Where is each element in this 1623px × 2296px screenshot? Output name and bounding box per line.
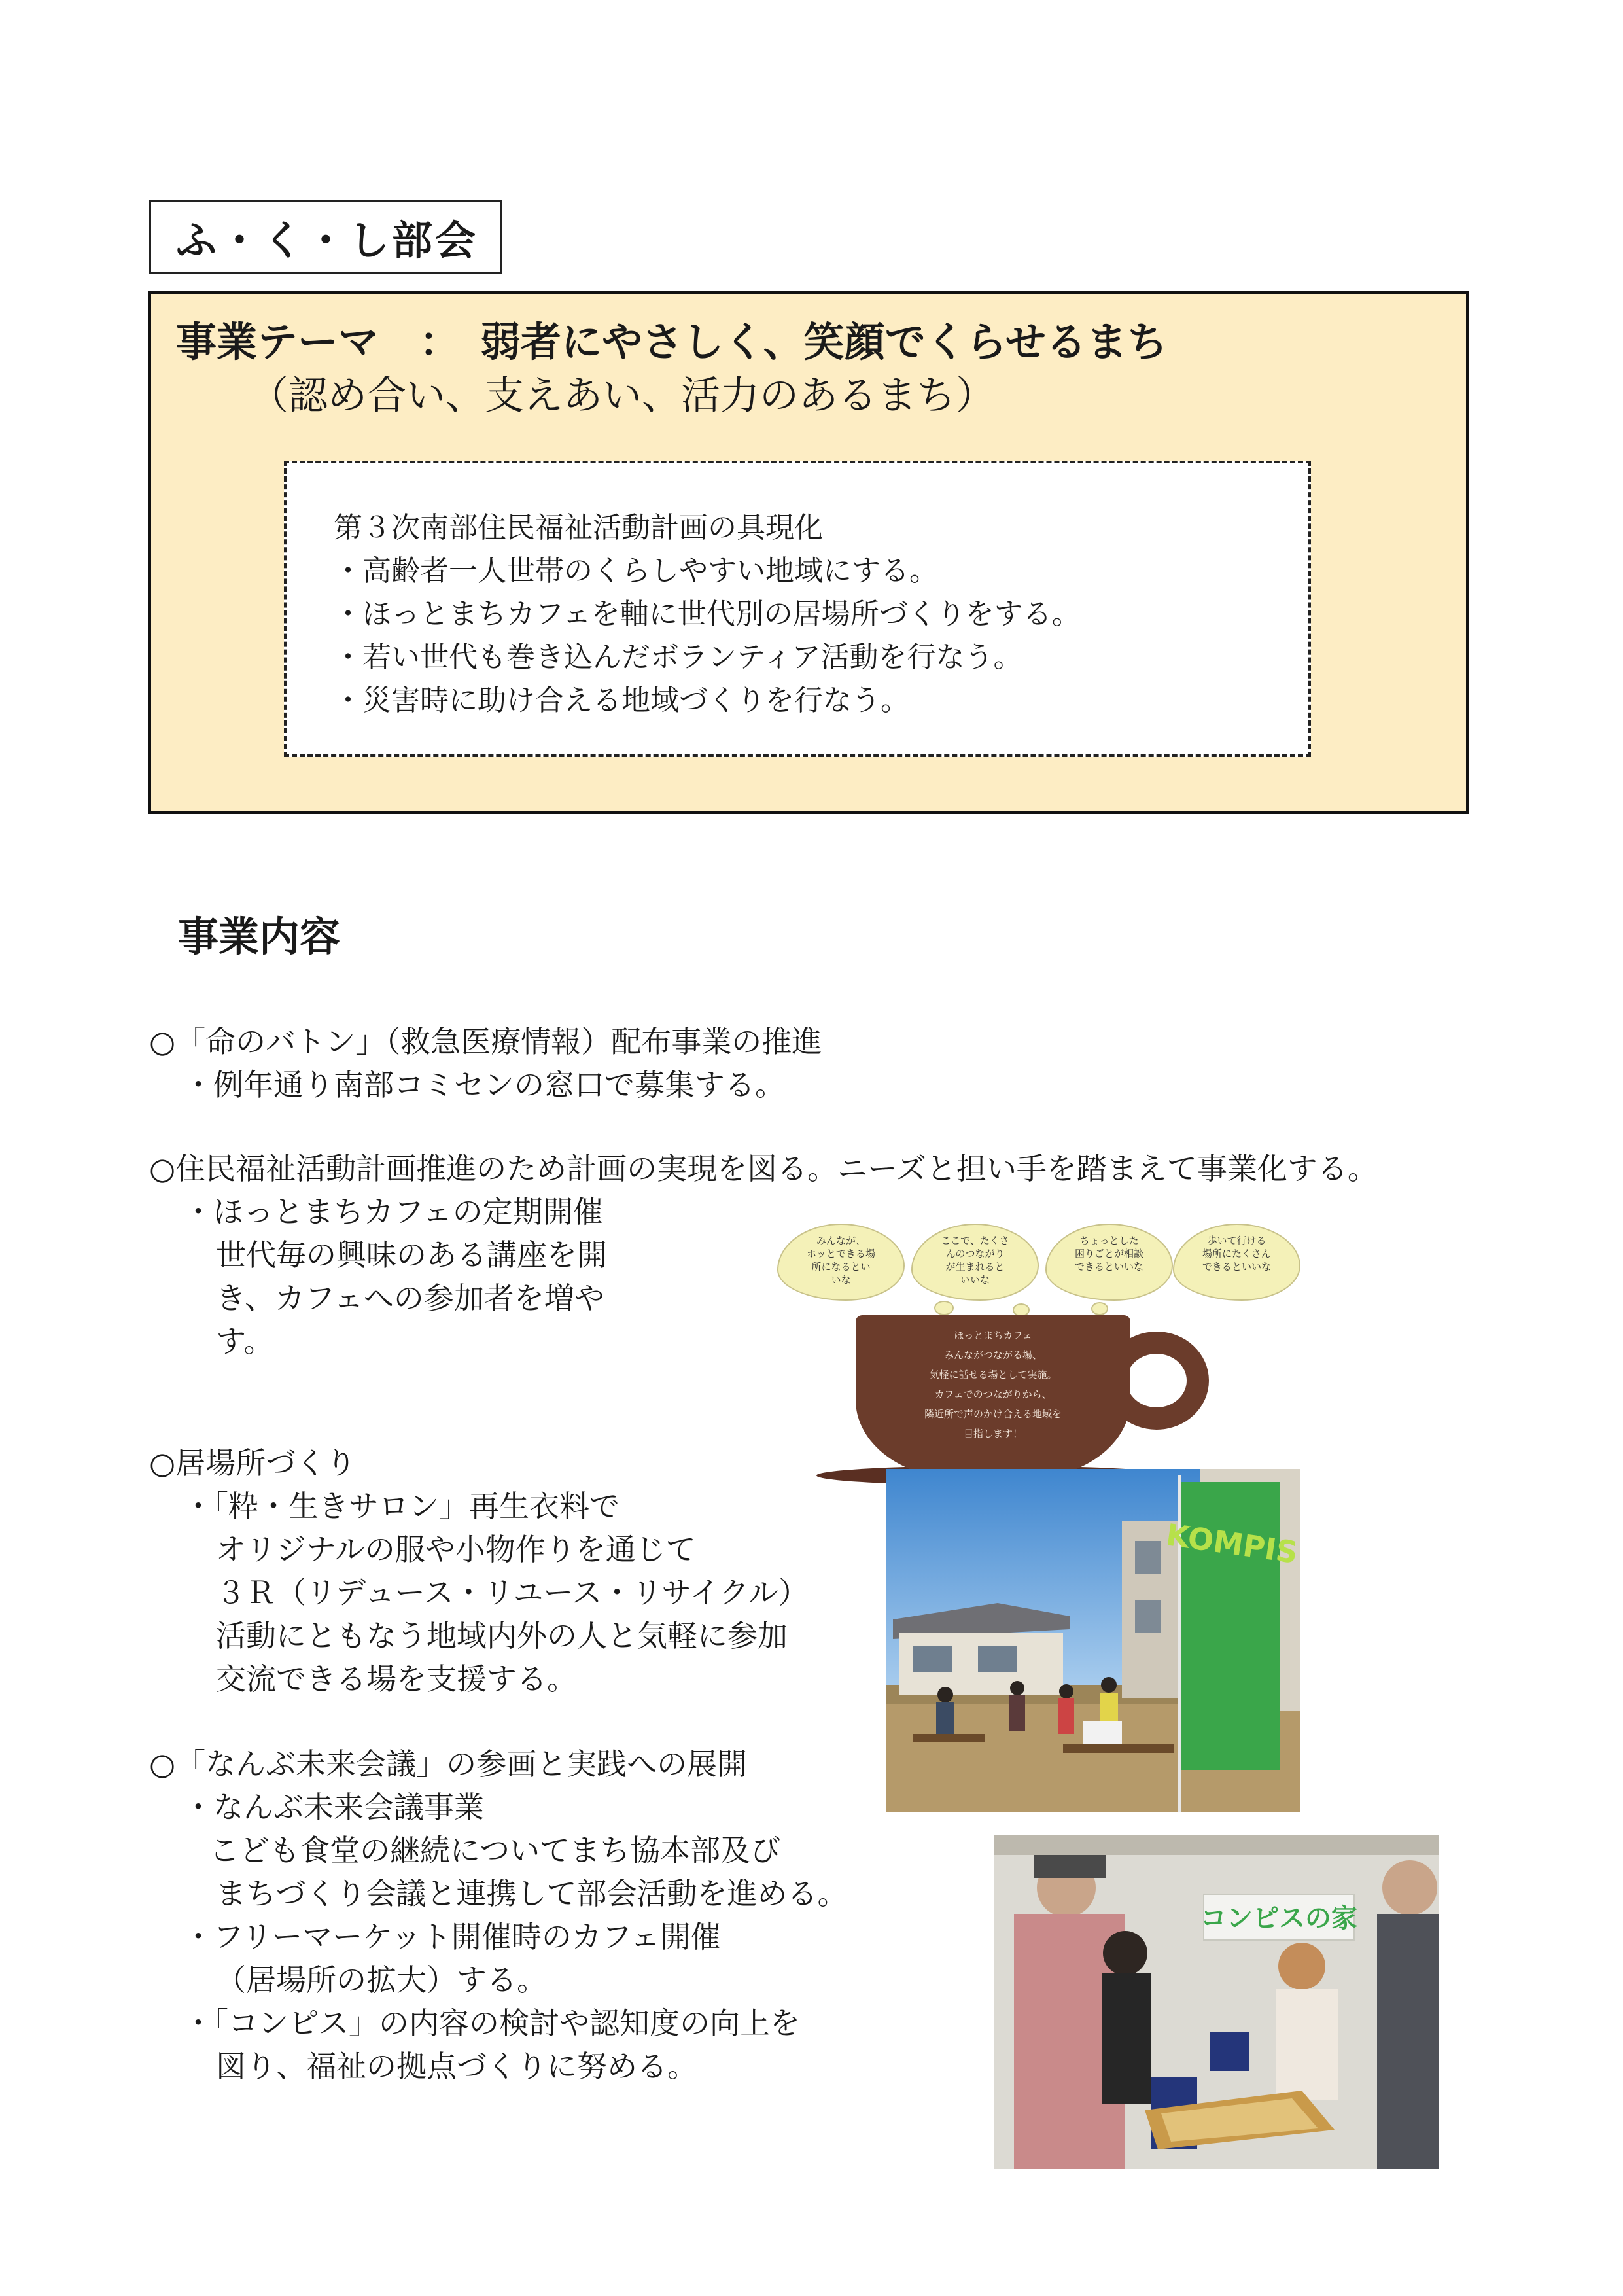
item-title: ○居場所づくり	[149, 1445, 357, 1481]
cup-text: みんながつながる場、	[943, 1349, 1042, 1361]
item-line: ・「粋・生きサロン」再生衣料で	[183, 1489, 620, 1524]
cup-text: 隣近所で声のかけ合える地域を	[924, 1408, 1062, 1420]
thought-bubble: みんなが、 ホッとできる場 所になるとい いな	[777, 1224, 905, 1301]
item-line: オリジナルの服や小物作りを通じて	[216, 1532, 696, 1567]
item-line: 図り、福祉の拠点づくりに努める。	[216, 2049, 697, 2084]
plan-box	[284, 461, 1311, 757]
bubble-dot	[1013, 1303, 1030, 1316]
item-line: ・なんぶ未来会議事業	[183, 1790, 484, 1825]
cafe-illustration	[738, 1217, 1300, 1485]
item-title: ○「命のバトン」（救急医療情報）配布事業の推進	[149, 1024, 822, 1059]
cup-text: ほっとまちカフェ	[954, 1330, 1032, 1341]
kompis-sign-text: コンピスの家	[1200, 1903, 1357, 1934]
item-line: （居場所の拡大）する。	[216, 1962, 547, 1998]
plan-item: ・災害時に助け合える地域づくりを行なう。	[334, 684, 909, 717]
item-line: まちづくり会議と連携して部会活動を進める。	[216, 1876, 848, 1911]
item-line: 活動にともなう地域内外の人と気軽に参加	[216, 1618, 788, 1653]
banner-text: KOMPIS	[1164, 1517, 1300, 1570]
item-line: こども食堂の継続についてまち協本部及び	[209, 1833, 781, 1868]
theme-box	[148, 291, 1469, 814]
item-line: ３Ｒ（リデュース・リユース・リサイクル）	[216, 1575, 809, 1610]
kompis-house-photo	[994, 1835, 1439, 2169]
item-line: ・例年通り南部コミセンの窓口で募集する。	[183, 1067, 785, 1103]
cup-text: 目指します！	[963, 1428, 1022, 1439]
section-title: ふ・く・し部会	[176, 216, 479, 264]
item-line: す。	[216, 1324, 274, 1359]
item-title: ○住民福祉活動計画推進のため計画の実現を図る。ニーズと担い手を踏まえて事業化する。	[149, 1151, 1378, 1186]
item-line: ・「コンピス」の内容の検討や認知度の向上を	[183, 2005, 800, 2041]
bubble-dot	[934, 1301, 954, 1315]
section-title-box	[149, 200, 502, 274]
item-line: き、カフェへの参加者を増や	[216, 1280, 604, 1316]
kompis-photo-image	[994, 1835, 1439, 2169]
item-line: 交流できる場を支援する。	[216, 1661, 577, 1697]
content-heading: 事業内容	[178, 913, 341, 961]
item-line: ・ほっとまちカフェの定期開催	[183, 1194, 603, 1229]
plan-item: ・若い世代も巻き込んだボランティア活動を行なう。	[334, 641, 1022, 674]
item-line: ・フリーマーケット開催時のカフェ開催	[183, 1919, 721, 1954]
thought-bubble: 歩いて行ける 場所にたくさん できるといいな	[1173, 1224, 1300, 1301]
plan-item: ・ほっとまちカフェを軸に世代別の居場所づくりをする。	[334, 597, 1081, 631]
plan-title: 第３次南部住民福祉活動計画の具現化	[334, 511, 823, 544]
salon-event-photo	[886, 1469, 1300, 1812]
item-line: 世代毎の興味のある講座を開	[216, 1237, 607, 1273]
thought-bubble: ちょっとした 困りごとが相談 できるといいな	[1045, 1224, 1173, 1301]
cup-text: カフェでのつながりから、	[934, 1388, 1052, 1400]
plan-item: ・高齢者一人世帯のくらしやすい地域にする。	[334, 554, 938, 588]
salon-photo-image	[886, 1469, 1300, 1812]
cup-text: 気軽に話せる場として実施。	[929, 1369, 1057, 1381]
theme-title: 事業テーマ ： 弱者にやさしく、笑顔でくらせるまち	[176, 318, 1168, 366]
theme-subtitle: （認め合い、支えあい、活力のあるまち）	[249, 373, 995, 419]
item-title: ○「なんぶ未来会議」の参画と実践への展開	[149, 1746, 748, 1782]
thought-bubble: ここで、たくさ んのつながり が生まれると いいな	[911, 1224, 1039, 1301]
bubble-dot	[1091, 1302, 1108, 1315]
